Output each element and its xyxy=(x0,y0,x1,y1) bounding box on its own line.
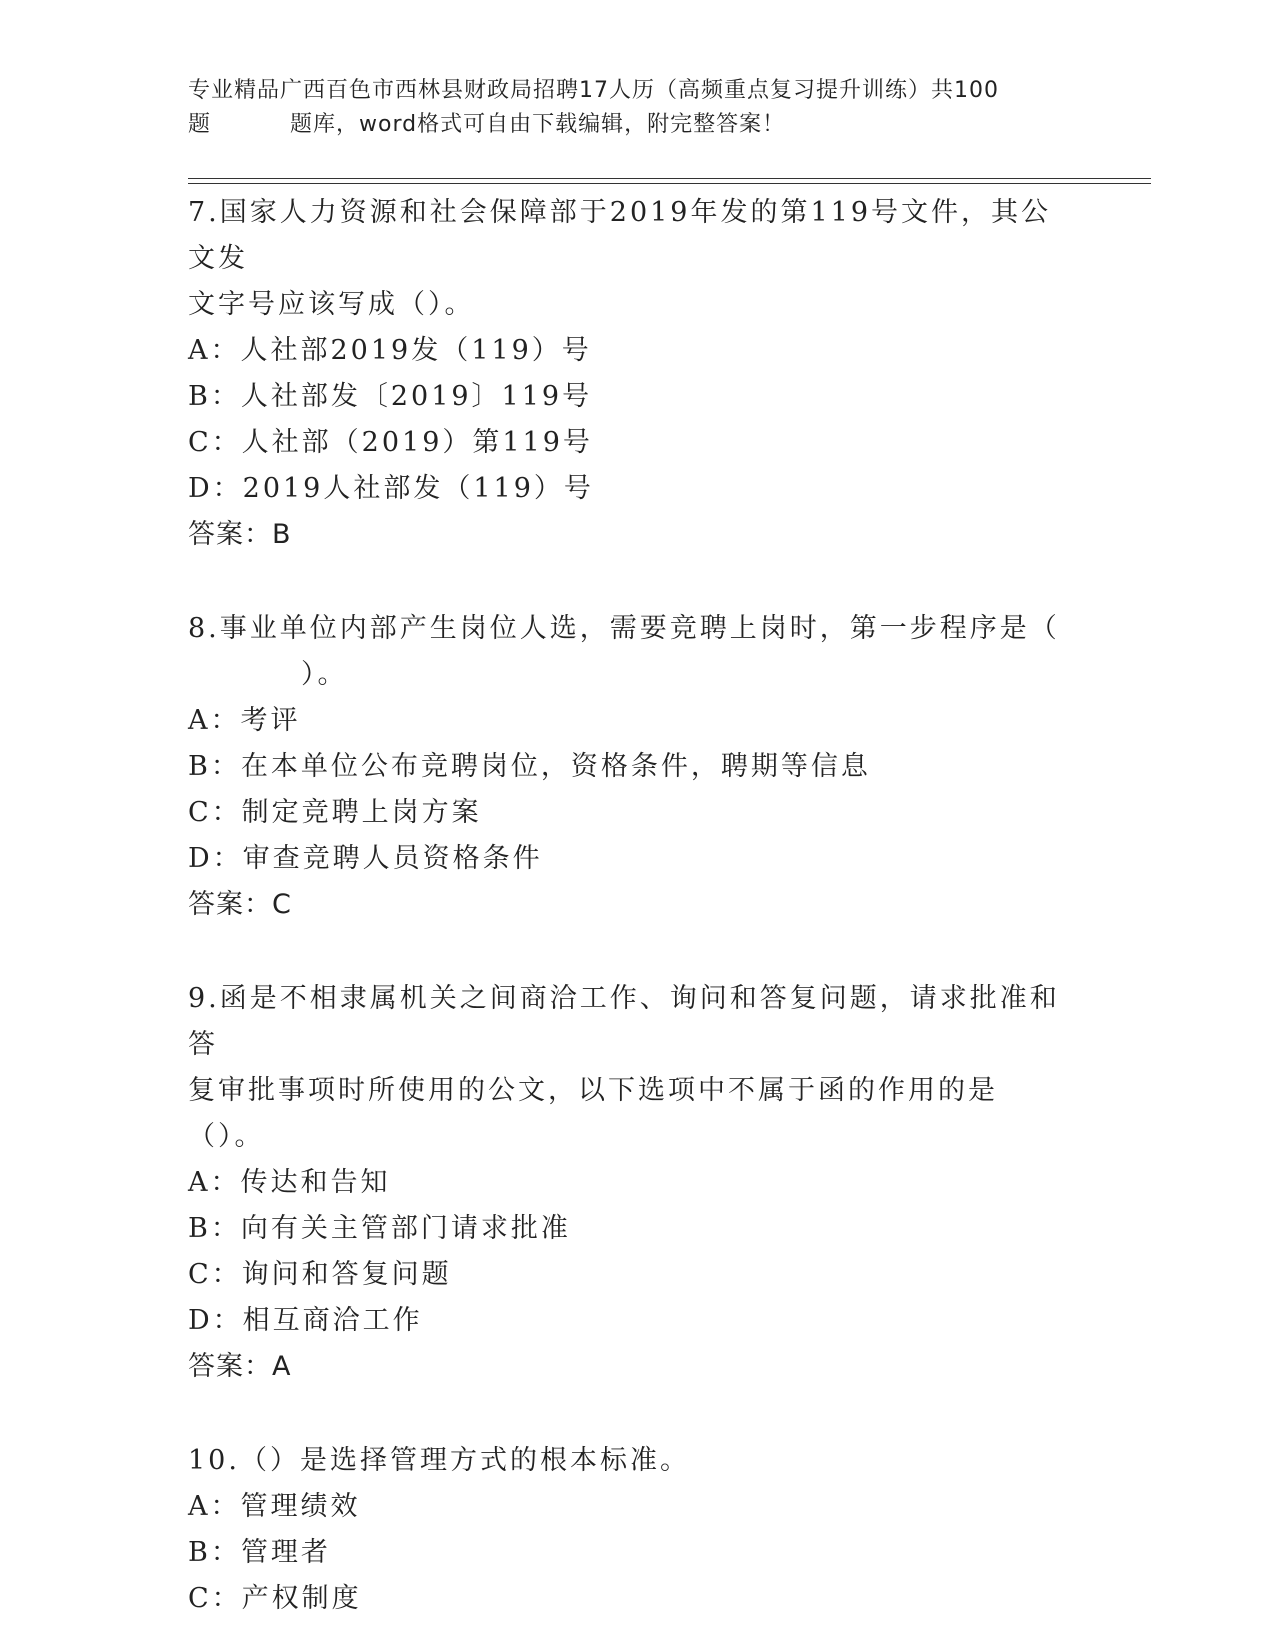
question-stem xyxy=(188,190,1068,328)
question-stem-line: ）。 xyxy=(301,659,348,690)
question-stem xyxy=(188,976,1068,1160)
header-divider-bottom xyxy=(188,183,1151,184)
option-d: D：相互商洽工作 xyxy=(188,1305,423,1336)
option-d: D：2019人社部发（119）号 xyxy=(188,473,594,504)
header-title-line2-right: 题库，word格式可自由下载编辑，附完整答案！ xyxy=(290,112,786,137)
question-item xyxy=(188,1438,1088,1622)
option-b: B：管理者 xyxy=(188,1537,331,1568)
question-stem xyxy=(188,606,1068,698)
option-a: A：管理绩效 xyxy=(188,1491,361,1522)
question-item xyxy=(188,190,1088,512)
document-header xyxy=(188,74,1068,142)
option-a: A：人社部2019发（119）号 xyxy=(188,335,592,366)
option-c: C：询问和答复问题 xyxy=(188,1259,452,1290)
answer-label: 答案：A xyxy=(188,1351,292,1382)
header-title-line2-left: 题 xyxy=(188,112,212,137)
option-b: B：向有关主管部门请求批准 xyxy=(188,1213,571,1244)
option-c: C：产权制度 xyxy=(188,1583,362,1614)
question-item xyxy=(188,976,1088,1344)
question-list xyxy=(188,190,1088,1622)
question-stem xyxy=(188,1438,1068,1484)
option-c: C：人社部（2019）第119号 xyxy=(188,427,593,458)
header-title-line2 xyxy=(188,108,1068,142)
answer-label: 答案：B xyxy=(188,519,292,550)
option-b: B：在本单位公布竞聘岗位，资格条件，聘期等信息 xyxy=(188,751,871,782)
option-c: C：制定竞聘上岗方案 xyxy=(188,797,482,828)
option-d: D：审查竞聘人员资格条件 xyxy=(188,843,543,874)
question-stem-line: 文字号应该写成（）。 xyxy=(188,289,475,320)
option-a: A：传达和告知 xyxy=(188,1167,391,1198)
question-stem-line: 8.事业单位内部产生岗位人选，需要竞聘上岗时，第一步程序是（ xyxy=(188,613,1060,644)
question-stem-line: 复审批事项时所使用的公文，以下选项中不属于函的作用的是（）。 xyxy=(188,1075,998,1152)
option-b: B：人社部发〔2019〕119号 xyxy=(188,381,593,412)
question-stem-line: 10.（）是选择管理方式的根本标准。 xyxy=(188,1445,690,1476)
option-a: A：考评 xyxy=(188,705,301,736)
question-item xyxy=(188,606,1088,882)
question-stem-line: 7.国家人力资源和社会保障部于2019年发的第119号文件，其公文发 xyxy=(188,197,1052,274)
header-divider-top xyxy=(188,178,1151,179)
question-stem-line: 9.函是不相隶属机关之间商洽工作、询问和答复问题，请求批准和答 xyxy=(188,983,1060,1060)
header-title-line1: 专业精品广西百色市西林县财政局招聘17人历（高频重点复习提升训练）共100 xyxy=(188,78,999,103)
answer-label: 答案：C xyxy=(188,889,292,920)
